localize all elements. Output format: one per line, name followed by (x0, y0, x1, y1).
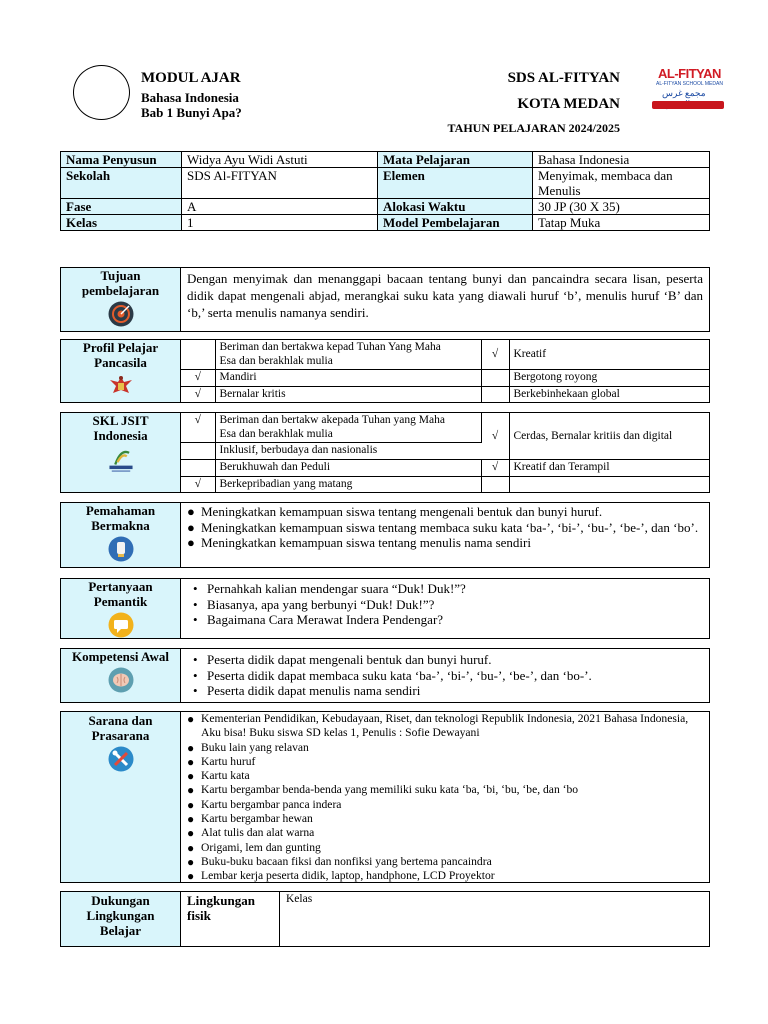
class-value: 1 (182, 215, 378, 231)
school-value: SDS Al-FITYAN (182, 168, 378, 199)
facilities-list (181, 712, 709, 884)
school-logo-name: AL-FITYAN (658, 66, 721, 81)
tools-icon (108, 746, 134, 772)
facilities-label: Sarana dan Prasarana (61, 712, 181, 882)
list-item: ● Kartu bergambar benda-benda yang memiliki suku kata ‘ba, ‘bi, ‘bu, ‘be, dan ‘bo (187, 783, 703, 797)
facilities-section (60, 711, 710, 883)
profile-critical: Bernalar kritis (215, 386, 481, 402)
subject-label: Mata Pelajaran (378, 152, 533, 168)
trigger-questions-list (181, 579, 709, 628)
skl-inclusive: Inklusif, berbudaya dan nasionalis (215, 442, 481, 459)
school-city: KOTA MEDAN (517, 96, 620, 112)
subject-value: Bahasa Indonesia (533, 152, 710, 168)
meaningful-understanding-section (60, 502, 710, 568)
school-logo-banner (652, 101, 724, 109)
check-mark: √ (181, 413, 215, 442)
skl-faith: Beriman dan bertakw akepada Tuhan yang Maha Esa dan berakhlak mulia (215, 413, 481, 442)
meaningful-understanding-list (181, 503, 709, 551)
initial-competence-section (60, 648, 710, 703)
school-logo (648, 60, 726, 116)
list-item: • Pernahkah kalian mendengar suara “Duk! Duk!”? (187, 581, 703, 597)
physical-environment-value: Kelas (286, 893, 313, 905)
learning-objective-label: Tujuan pembelajaran (61, 268, 181, 331)
list-item: ● Buku-buku bacaan fiksi dan nonfiksi yang bertema pancaindra (187, 855, 703, 869)
check-mark: √ (481, 459, 509, 476)
module-title: MODUL AJAR (141, 70, 241, 86)
learning-model-label: Model Pembelajaran (378, 215, 533, 231)
chat-icon (108, 612, 134, 638)
profile-independent: Mandiri (215, 369, 481, 386)
phase-value: A (182, 199, 378, 215)
module-info-table (60, 151, 710, 231)
list-item: ● Origami, lem dan gunting (187, 841, 703, 855)
check-mark: √ (481, 340, 509, 369)
skl-jsit-section (60, 412, 710, 493)
school-label: Sekolah (61, 168, 182, 199)
jsit-logo-icon (104, 446, 138, 476)
academic-year: TAHUN PELAJARAN 2024/2025 (447, 121, 620, 135)
list-item: ● Kartu huruf (187, 755, 703, 769)
logo-placeholder-circle (73, 65, 130, 120)
pancasila-profile-label: Profil Pelajar Pancasila (61, 340, 181, 402)
author-value: Widya Ayu Widi Astuti (182, 152, 378, 168)
list-item: ● Kartu bergambar hewan (187, 812, 703, 826)
list-item: • Peserta didik dapat membaca suku kata ‘ba-’, ‘bi-’, ‘bu-’, ‘be-’, dan ‘bo-’. (187, 668, 703, 684)
profile-global-diversity: Berkebinhekaan global (513, 387, 620, 400)
list-item: ● Kementerian Pendidikan, Kebudayaan, Riset, dan teknologi Republik Indonesia, 2021 Bahasa Indonesia, Aku bisa! Buku siswa SD kelas 1, Penulis : Sofie Dewayani (187, 712, 703, 741)
physical-environment-label: Lingkungan fisik (181, 892, 280, 946)
skl-jsit-table (181, 413, 709, 493)
list-item: ● Kartu bergambar panca indera (187, 798, 703, 812)
time-allocation-value: 30 JP (30 X 35) (533, 199, 710, 215)
list-item: ● Meningkatkan kemampuan siswa tentang membaca suku kata ‘ba-’, ‘bi-’, ‘bu-’, ‘be-’, dan ‘bo’. (187, 520, 703, 536)
school-logo-arabic: مجمع غرس (662, 88, 706, 98)
meaningful-understanding-label: Pemahaman Bermakna (61, 503, 181, 567)
list-item: ● Meningkatkan kemampuan siswa tentang menulis nama sendiri (187, 535, 703, 551)
list-item: ● Meningkatkan kemampuan siswa tentang mengenali bentuk dan bunyi huruf. (187, 504, 703, 520)
check-mark: √ (481, 413, 509, 459)
learning-objective-text: Dengan menyimak dan menanggapi bacaan tentang bunyi dan pancaindra secara lisan, peserta didik dapat mengenali abjad, merangkai suku kata yang diawali huruf ‘b’, menulis huruf ‘B’ dan ‘b,’ serta menulis namanya sendiri. (187, 271, 703, 320)
class-label: Kelas (61, 215, 182, 231)
learning-objective-section (60, 267, 710, 332)
list-item: ● Alat tulis dan alat warna (187, 826, 703, 840)
list-item: ● Buku lain yang relavan (187, 741, 703, 755)
initial-competence-label: Kompetensi Awal (61, 649, 181, 702)
target-icon (108, 301, 134, 327)
module-subject: Bahasa Indonesia (141, 90, 239, 105)
list-item: ● Lembar kerja peserta didik, laptop, handphone, LCD Proyektor (187, 869, 703, 883)
brain-icon (108, 667, 134, 693)
check-mark: √ (181, 476, 215, 493)
element-value: Menyimak, membaca dan Menulis (533, 168, 710, 199)
list-item: • Biasanya, apa yang berbunyi “Duk! Duk!”? (187, 597, 703, 613)
profile-mutual-cooperation: Bergotong royong (509, 369, 709, 386)
skl-personality: Berkepribadian yang matang (215, 476, 481, 493)
element-label: Elemen (378, 168, 533, 199)
learning-model-value: Tatap Muka (533, 215, 710, 231)
phase-label: Fase (61, 199, 182, 215)
pancasila-profile-table (181, 340, 709, 402)
lightbulb-icon (108, 536, 134, 562)
skl-jsit-label: SKL JSIT Indonesia (61, 413, 181, 492)
skl-creative: Kreatif dan Terampil (509, 459, 709, 476)
author-label: Nama Penyusun (61, 152, 182, 168)
profile-creative: Kreatif (509, 340, 709, 369)
garuda-icon (108, 373, 134, 399)
skl-smart: Cerdas, Bernalar kritiis dan digital (509, 413, 709, 459)
list-item: ● Kartu kata (187, 769, 703, 783)
learning-environment-section (60, 891, 710, 947)
trigger-questions-label: Pertanyaan Pemantik (61, 579, 181, 638)
time-allocation-label: Alokasi Waktu (378, 199, 533, 215)
list-item: • Peserta didik dapat mengenali bentuk dan bunyi huruf. (187, 652, 703, 668)
learning-environment-label: Dukungan Lingkungan Belajar (61, 892, 181, 946)
school-logo-sub: AL-FITYAN SCHOOL MEDAN (656, 81, 723, 87)
list-item: • Peserta didik dapat menulis nama sendiri (187, 683, 703, 699)
list-item: • Bagaimana Cara Merawat Indera Pendengar? (187, 612, 703, 628)
skl-brotherhood: Berukhuwah dan Peduli (215, 459, 481, 476)
check-mark: √ (181, 369, 215, 386)
pancasila-profile-section (60, 339, 710, 403)
module-chapter: Bab 1 Bunyi Apa? (141, 105, 242, 120)
initial-competence-list (181, 649, 709, 699)
school-name: SDS AL-FITYAN (507, 70, 620, 86)
profile-faith: Beriman dan bertakwa kepad Tuhan Yang Maha Esa dan berakhlak mulia (215, 340, 481, 369)
check-mark: √ (181, 386, 215, 402)
trigger-questions-section (60, 578, 710, 639)
